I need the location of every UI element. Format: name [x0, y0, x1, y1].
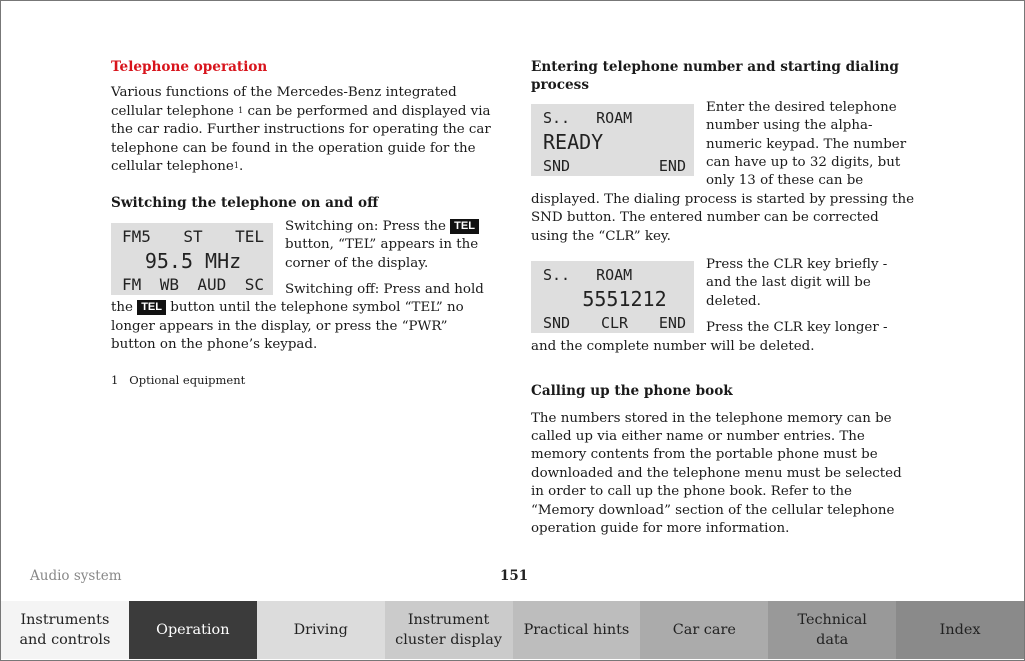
footnote-ref: 1: [233, 161, 239, 171]
page-number: 151: [500, 568, 529, 584]
section-title: Telephone operation: [111, 59, 268, 75]
tab-index[interactable]: Index: [896, 601, 1024, 659]
tab-car-care[interactable]: Car care: [640, 601, 768, 659]
chapter-tabs: [1, 601, 1024, 659]
phone-display-ready: S.. ROAM READY SND END: [531, 104, 694, 176]
subsection-heading: Switching the telephone on and off: [111, 195, 379, 212]
tab-operation[interactable]: Operation: [129, 601, 257, 659]
phonebook-heading: Calling up the phone book: [531, 383, 733, 400]
dialing-block: [531, 99, 915, 246]
clr-block: [531, 256, 915, 356]
radio-display: FM5 ST TEL 95.5 MHz FM WB AUD SC: [111, 223, 273, 295]
tel-button-icon: TEL: [450, 219, 479, 234]
footnote: 1 Optional equipment: [111, 372, 246, 387]
clr-brief-text: Press the CLR key briefly - and the last digit will be deleted.: [706, 257, 888, 309]
tab-technical-data[interactable]: Technical data: [768, 601, 896, 659]
switch-on-text: Switching on: Press the TEL button, “TEL” appears in the corner of the display.: [285, 218, 479, 271]
switch-off-text: Switching off: Press and hold the TEL button until the telephone symbol “TEL” no longer appears in the display, or press the “PWR” button on the phone’s keypad.: [111, 282, 484, 353]
tab-driving[interactable]: Driving: [257, 601, 385, 659]
tab-instrument-cluster-display[interactable]: Instrument cluster display: [385, 601, 513, 659]
tab-practical-hints[interactable]: Practical hints: [513, 601, 641, 659]
footnote-ref: 1: [238, 105, 244, 115]
phone-display-number: S.. ROAM 5551212 SND CLR END: [531, 261, 694, 333]
clr-long-text: Press the CLR key longer - and the complete number will be deleted.: [531, 320, 888, 354]
left-column: [111, 58, 493, 389]
enter-number-text: Enter the desired telephone number using the alpha-numeric keypad. The number can have up to 32 digits, but only 13 of these can be displayed. The dialing process is started by pressing the SND button. The entered number can be corrected using the “CLR” key.: [531, 99, 915, 244]
phonebook-text: The numbers stored in the telephone memory can be called up via either name or number entries. The memory contents from the portable phone must be downloaded and the telephone menu must be selected in order to call up the phone book. Refer to the “Memory download” section of the cellular telephone operation guide for more information.: [531, 410, 902, 536]
tab-instruments-and-controls[interactable]: Instruments and controls: [1, 601, 129, 659]
right-column: [531, 58, 915, 538]
switching-block: [111, 218, 493, 355]
intro-paragraph: Various functions of the Mercedes-Benz integrated cellular telephone $^1$ can be performed and displayed via the car radio. Further instructions for operating the car telephone can be found in the operation guide for the cellular telephone$^1$.: [111, 85, 491, 175]
tel-button-icon: TEL: [137, 300, 166, 315]
dialing-heading: Entering telephone number and starting dialing process: [531, 59, 899, 94]
footer-section-label: Audio system: [30, 568, 122, 584]
